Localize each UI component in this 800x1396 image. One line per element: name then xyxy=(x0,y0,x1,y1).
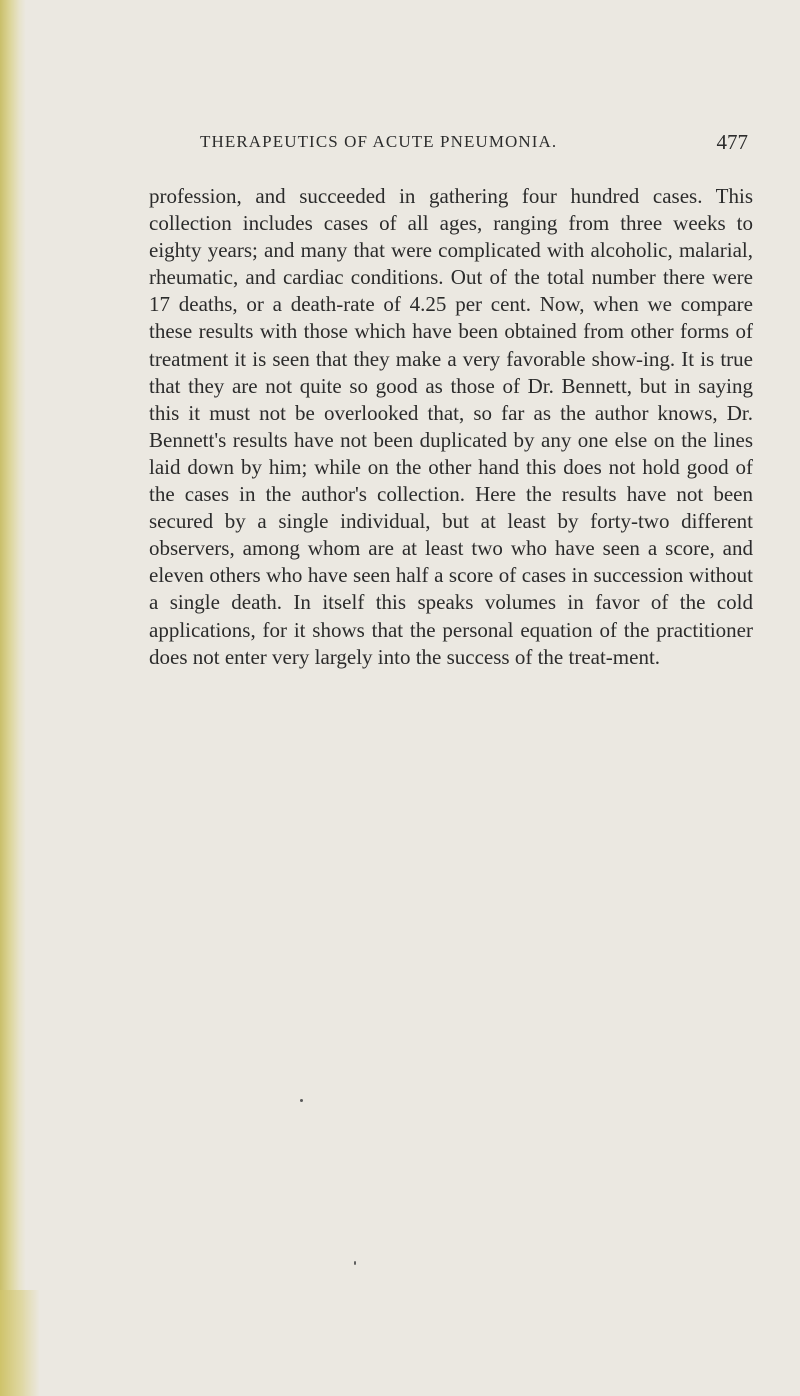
running-head-title: THERAPEUTICS OF ACUTE PNEUMONIA. xyxy=(200,132,558,151)
stray-ink-mark xyxy=(354,1261,356,1265)
page-number: 477 xyxy=(716,130,748,154)
page-gutter-stain xyxy=(0,0,26,1396)
page-gutter-stain-bottom xyxy=(0,1290,40,1396)
stray-ink-mark xyxy=(300,1099,303,1102)
body-paragraph: profession, and succeeded in gathering four hundred cases. This collection includes cases of all ages, ranging from three weeks to eighty years; and many that were complicated with alcoholic, malarial, rheumatic, and cardiac conditions. Out of the total number there were 17 deaths, or a death-rate of 4.25 per cent. Now, when we compare these results with those which have been obtained from other forms of treatment it is seen that they make a very favorable show-ing. It is true that they are not quite so good as those of Dr. Bennett, but in saying this it must not be overlooked that, so far as the author knows, Dr. Bennett's results have not been duplicated by any one else on the lines laid down by him; while on the other hand this does not hold good of the cases in the author's collection. Here the results have not been secured by a single individual, but at least by forty-two different observers, among whom are at least two who have seen a score, and eleven others who have seen half a score of cases in succession without a single death. In itself this speaks volumes in favor of the cold applications, for it shows that the personal equation of the practitioner does not enter very largely into the success of the treat-ment. xyxy=(149,184,753,669)
running-head xyxy=(150,132,748,162)
